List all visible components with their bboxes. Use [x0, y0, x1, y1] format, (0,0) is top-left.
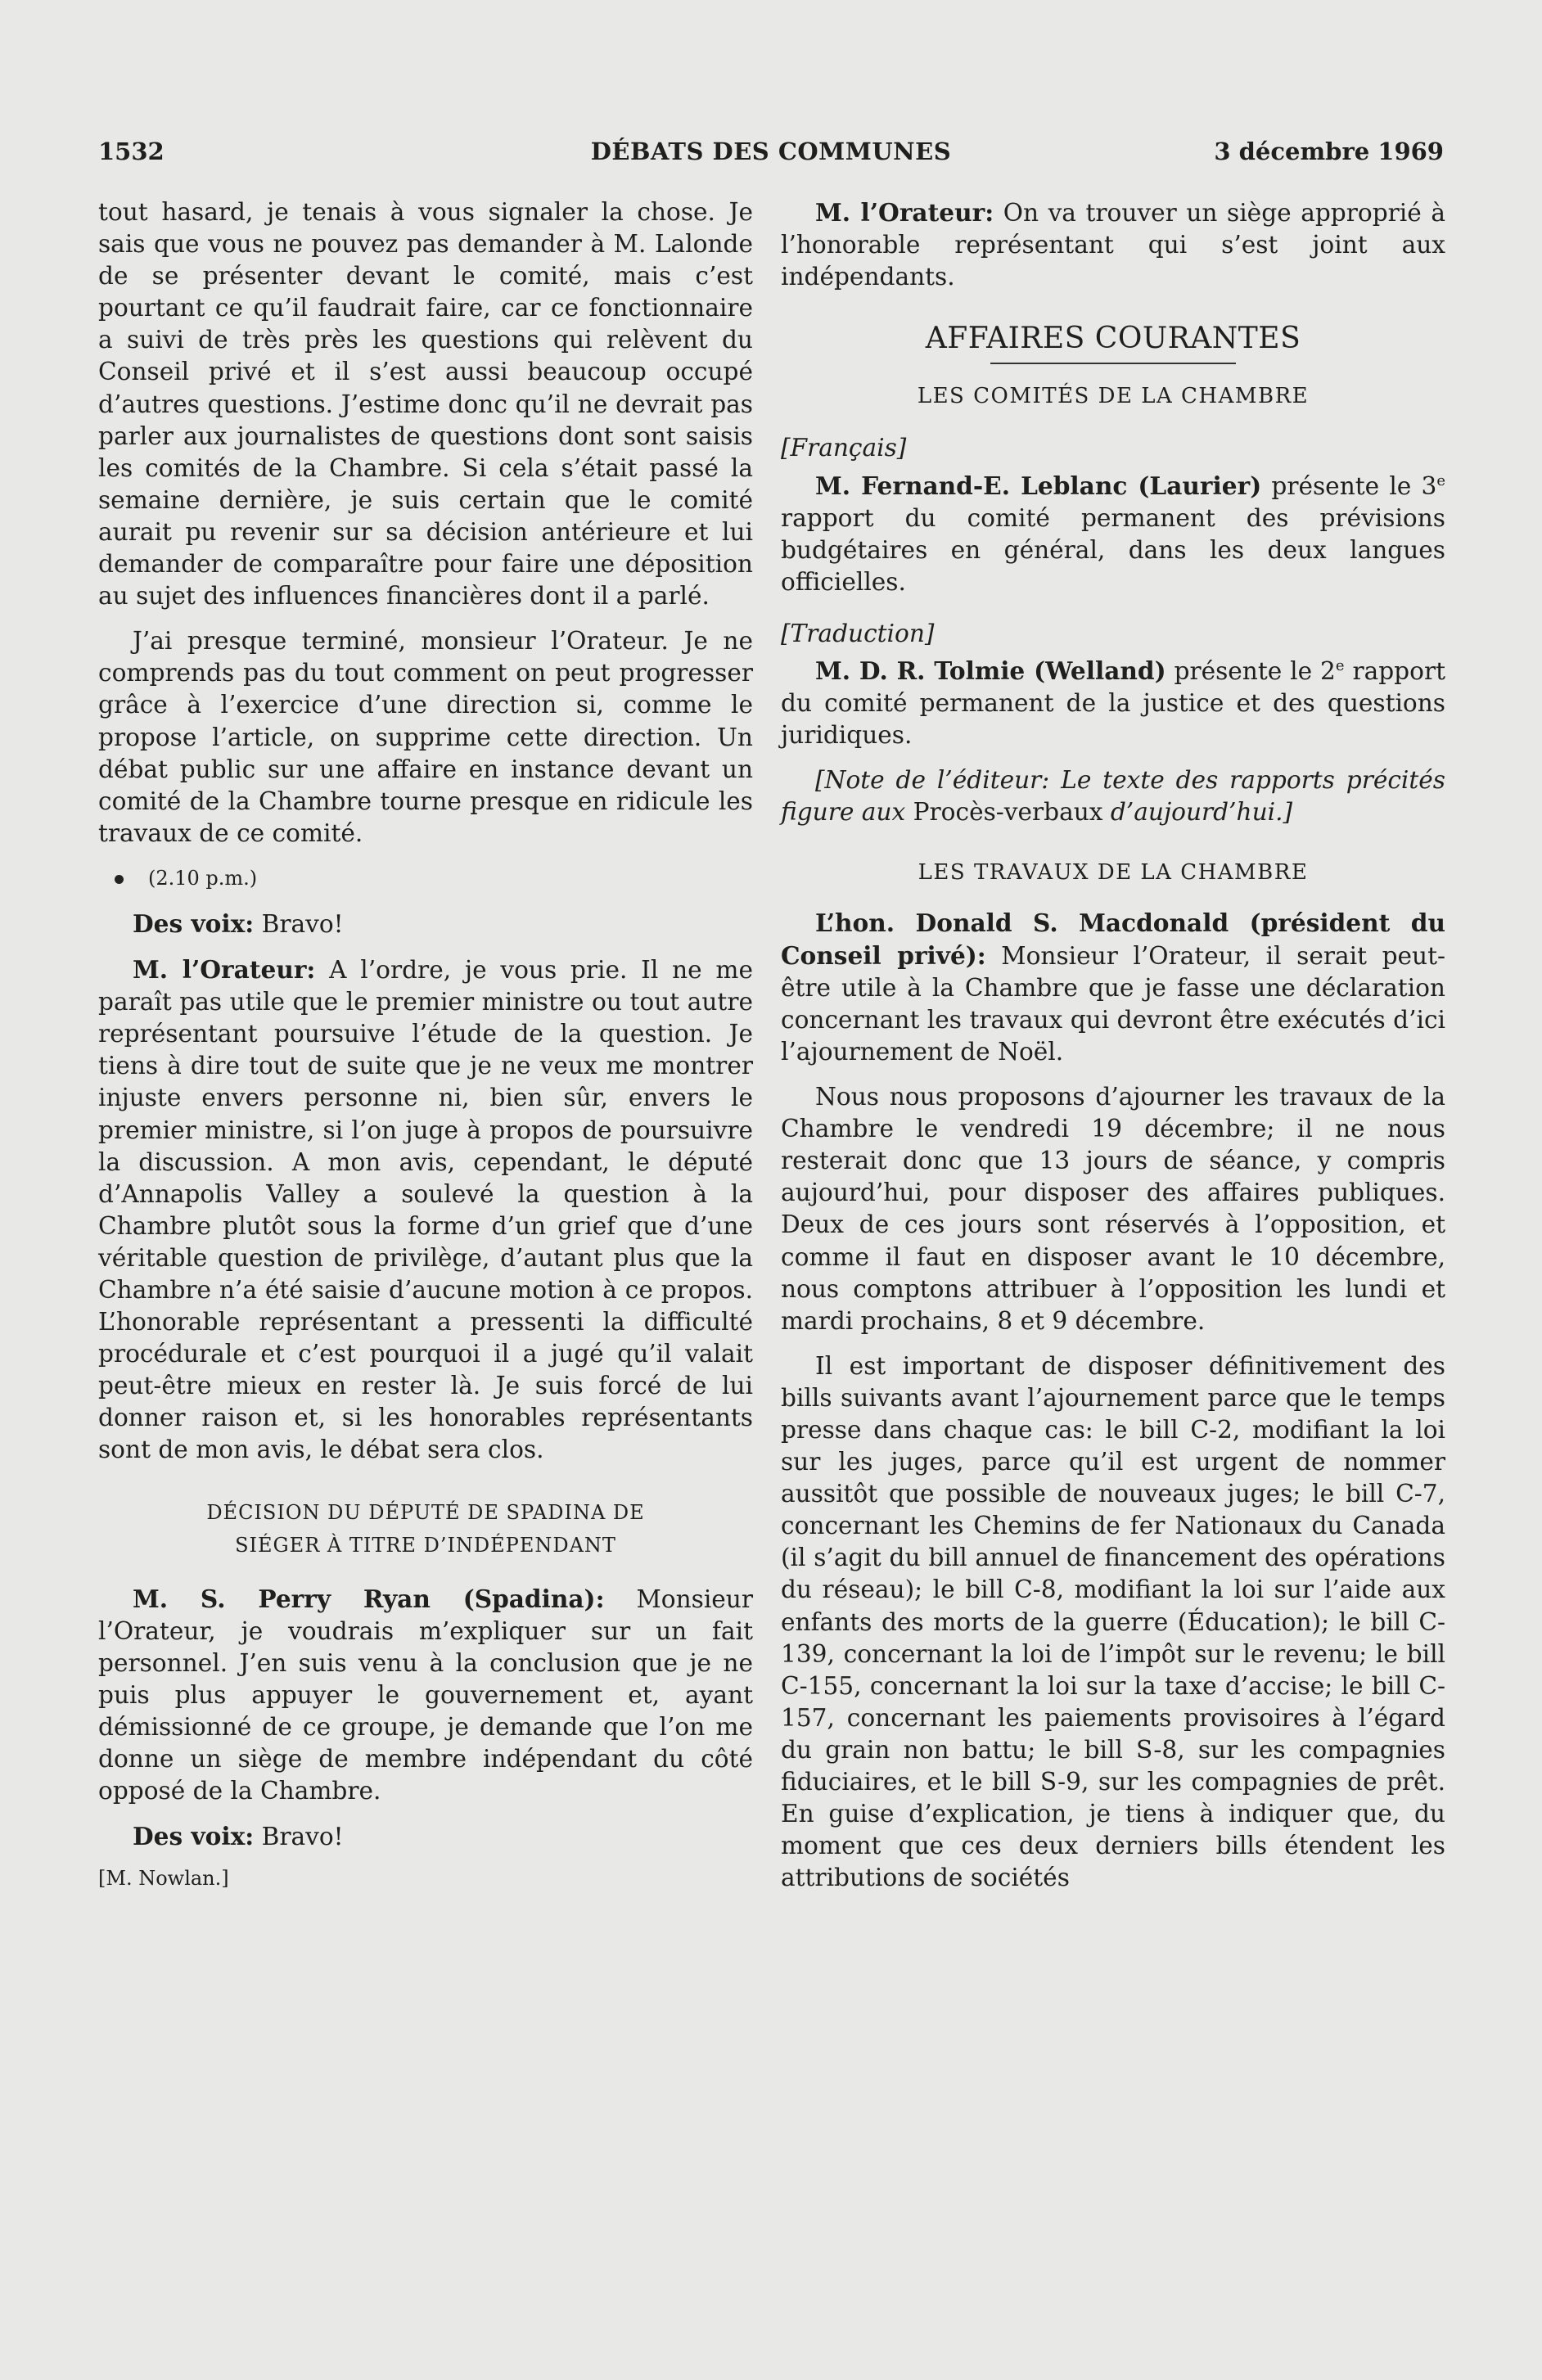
paragraph: J’ai presque terminé, monsieur l’Orateur. Je ne comprends pas du tout comment on peut progresser grâce à l’exercice d’une direction si, comme le propose l’article, on supprime cette direction. Un débat public sur une affaire en instance devant un comité de la Chambre tourne presque en ridicule les travaux de ce comité. — [98, 627, 753, 847]
speech-text: On va trouver un siège approprié à l’honorable représentant qui s’est joint aux indépendants. — [781, 199, 1445, 291]
publication-title: DÉBATS DES COMMUNES — [590, 137, 952, 165]
page-date: 3 décembre 1969 — [1214, 137, 1444, 165]
page-number: 1532 — [98, 137, 165, 165]
page-header — [98, 137, 1444, 174]
section-divider — [990, 363, 1236, 364]
speech-text: Bravo! — [254, 909, 344, 938]
bullet-icon — [115, 875, 124, 884]
time-marker — [115, 863, 753, 895]
right-column — [781, 196, 1445, 1907]
speech-text: Monsieur l’Orateur, je voudrais m’expliquer sur un fait personnel. J’en suis venu à la conclusion que je ne puis plus appuyer le gouvernement et, ayant démissionné de ce groupe, je demande que l’on me donne un siège de membre indépendant du côté opposé de la Chambre. — [98, 1584, 754, 1805]
speech-orateur — [781, 196, 1445, 293]
speech-text: rapport du comité permanent des prévisions budgétaires en général, dans les deux langues officielles. — [781, 503, 1445, 596]
speech-text: A l’ordre, je vous prie. Il ne me paraît pas utile que le premier ministre ou tout autre représentant poursuive l’étude de la question. Je tiens à dire tout de suite que je ne veux me montrer injuste envers personne ni, bien sûr, envers le premier ministre, si l’on juge à propos de poursuivre la discussion. A mon avis, cependant, le député d’Annapolis Valley a soulevé la question à la Chambre plutôt sous la forme d’un grief que d’une véritable question de privilège, d’autant plus que la Chambre n’a été saisie d’aucune motion à ce propos. L’honorable représentant a pressenti la difficulté procédurale et c’est pourquoi il a jugé qu’il valait peut-être mieux en rester là. Je suis forcé de lui donner raison et, si les honorables représentants sont de mon avis, le débat sera clos. — [98, 956, 753, 1464]
speaker-name: M. l’Orateur: — [815, 198, 994, 227]
ordinal-suffix: e — [1335, 657, 1345, 675]
speaker-name: L’hon. Donald S. Macdonald (président du Conseil privé): — [781, 908, 1445, 970]
speaker-name: M. l’Orateur: — [133, 955, 316, 985]
time-text: (2.10 p.m.) — [148, 866, 258, 890]
speech-text: Monsieur l’Orateur, il serait peut-être utile à la Chambre que je fasse une déclaration concernant les travaux qui devront être exécutés d’ici l’ajournement de Noël. — [781, 941, 1446, 1066]
speech-text: présente le 3 — [1261, 471, 1437, 500]
note-text: [Note de l’éditeur: Le texte des rapports précités figure aux — [781, 766, 1445, 827]
speech-ryan — [98, 1583, 753, 1808]
section-title: AFFAIRES COURANTES — [925, 322, 1301, 356]
speech-text: rapport du comité permanent de la justice et des questions juridiques. — [781, 657, 1445, 750]
subheading-committees: LES COMITÉS DE LA CHAMBRE — [917, 384, 1310, 409]
speech-voices — [98, 1820, 753, 1853]
speech-tolmie — [781, 655, 1445, 751]
left-column — [98, 196, 753, 1895]
paragraph: Il est important de disposer définitivement des bills suivants avant l’ajournement parce que le temps presse dans chaque cas: le bill C-2, modifiant la loi sur les juges, parce qu’il est urgent de nommer aussitôt que possible de nouveaux juges; le bill C-7, concernant les Chemins de fer Nationaux du Canada (il s’agit du bill annuel de financement des opérations du réseau); le bill C-8, modifiant la loi sur l’aide aux enfants des morts de la guerre (Éducation); le bill C-139, concernant la loi de l’impôt sur le revenu; le bill C-155, concernant la loi sur la taxe d’accise; le bill C-157, concernant les paiements provisoires à l’égard du grain non battu; le bill S-8, sur les compagnies fiduciaires, et le bill S-9, sur les compagnies de prêt. En guise d’explication, je tiens à indiquer que, du moment que ces deux derniers bills étendent les attributions de sociétés — [781, 1351, 1445, 1892]
speaker-name: M. D. R. Tolmie (Welland) — [815, 656, 1166, 686]
speaker-name: Des voix: — [133, 908, 255, 938]
speaker-name: M. S. Perry Ryan (Spadina): — [133, 1584, 605, 1613]
speech-macdonald — [781, 907, 1445, 1068]
note-text: d’aujourd’hui.] — [1102, 798, 1293, 827]
note-text: Procès-verbaux — [913, 798, 1103, 827]
speaker-reference: [M. Nowlan.] — [98, 1867, 229, 1891]
paragraph: tout hasard, je tenais à vous signaler la chose. Je sais que vous ne pouvez pas demander à M. Lalonde de se présenter devant le comité, mais c’est pourtant ce qu’il faudrait faire, car ce fonctionnaire a suivi de très près les questions qui relèvent du Conseil privé et il s’est aussi beaucoup occupé d’autres questions. J’estime donc qu’il ne devrait pas parler aux journalistes de questions dont sont saisis les comités de la Chambre. Si cela s’était passé la semaine dernière, je suis certain que le comité aurait pu revenir sur sa décision antérieure et lui demander de comparaître pour faire une déposition au sujet des influences financières dont il a parlé. — [98, 198, 753, 611]
speech-text: présente le 2 — [1166, 657, 1336, 686]
subheading-line: DÉCISION DU DÉPUTÉ DE SPADINA DE — [206, 1500, 645, 1524]
speech-text: Bravo! — [254, 1823, 344, 1851]
speech-voices — [98, 908, 753, 940]
ordinal-suffix: e — [1436, 471, 1445, 489]
speech-orateur — [98, 953, 753, 1467]
speaker-name: M. Fernand-E. Leblanc (Laurier) — [815, 471, 1262, 500]
language-marker: [Français] — [781, 434, 907, 462]
paragraph: Nous nous proposons d’ajourner les travaux de la Chambre le vendredi 19 décembre; il ne nous resterait donc que 13 jours de séance, y compris aujourd’hui, pour disposer des affaires publiques. Deux de ces jours sont réservés à l’opposition, et comme il faut en disposer avant le 10 décembre, nous comptons attribuer à l’opposition les lundi et mardi prochains, 8 et 9 décembre. — [781, 1083, 1445, 1335]
speaker-name: Des voix: — [133, 1822, 255, 1851]
subheading-line: SIÉGER À TITRE D’INDÉPENDANT — [235, 1533, 616, 1557]
subheading-house-business: LES TRAVAUX DE LA CHAMBRE — [918, 859, 1309, 885]
speech-leblanc — [781, 470, 1445, 598]
editor-note — [781, 764, 1445, 828]
subheading-decision — [98, 1496, 753, 1562]
language-marker: [Traduction] — [781, 619, 935, 647]
